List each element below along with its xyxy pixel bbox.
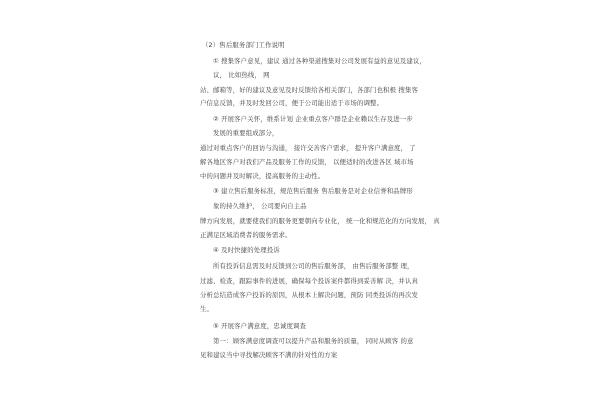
text-line: ③ 建立售后服务标准，规范售后服务 售后服务是对企业信誉和品牌形 bbox=[213, 187, 413, 195]
text-line: 中的问题并及时解决，提高服务的主动性。 bbox=[200, 172, 325, 180]
text-line: 见和建议当中寻找解决顾客不满的针对性的方案 bbox=[200, 351, 338, 359]
text-line: 户信息反馈，并及时发回公司，便于公司能出适于市场的调整。 bbox=[200, 99, 384, 107]
text-line: 发展的重要组成部分， bbox=[213, 129, 279, 137]
text-line: 站、邮箱等，好的建议及意见及时反馈给各相关部门，各部门也积极 搜集客 bbox=[200, 86, 419, 94]
text-line: 分析总结造成客户投诉的原因，从根本上解决问题，预防 同类投诉的再次发 bbox=[200, 291, 419, 299]
text-line: 所有投诉信息需及时反馈到公司的售后服务部， 由售后服务部整 理， bbox=[213, 262, 414, 270]
text-line: ⑤ 开展客户满意度，忠诚度调查 bbox=[213, 322, 307, 330]
text-line: ② 开展客户关怀，维系计划 企业重点客户群是企业赖以生存及进一步 bbox=[213, 115, 413, 123]
text-line: 正满足区域消费者的服务需求。 bbox=[200, 231, 292, 239]
text-line: 通过对重点客户的回访与沟通， 接许交善客户需求， 提升客户满意度， 了 bbox=[200, 144, 416, 152]
text-line: 牌方向发展，就要使我们的服务更要朝向专业化， 统一化和规范化的方向发展， 真 bbox=[200, 217, 440, 225]
text-line: ① 搜集客户意见，建议 通过各种渠道搜集对公司发展有益的意见及建议， bbox=[213, 57, 426, 65]
text-line: 象的持久维护， 公司要向自主品 bbox=[213, 202, 307, 210]
text-line: 生。 bbox=[200, 305, 214, 313]
text-line: 过滤、检查，跟踪事件的进展，确保每个投诉案件都得到妥善解 决，并认真 bbox=[200, 277, 419, 285]
text-line: 解各地区客户对我们产品及服务工作的反馈， 以便适时的改进各区 域市场 bbox=[200, 158, 414, 166]
text-line: 议， 比如热线， 网 bbox=[213, 71, 270, 79]
text-line: 第一：顾客满意度调查可以提升产品和服务的质量， 同时从顾客 的意 bbox=[213, 337, 414, 345]
section-heading: （2）售后服务部门工作说明 bbox=[202, 41, 285, 49]
text-line: ④ 及时快捷的处理投诉 bbox=[213, 246, 280, 254]
